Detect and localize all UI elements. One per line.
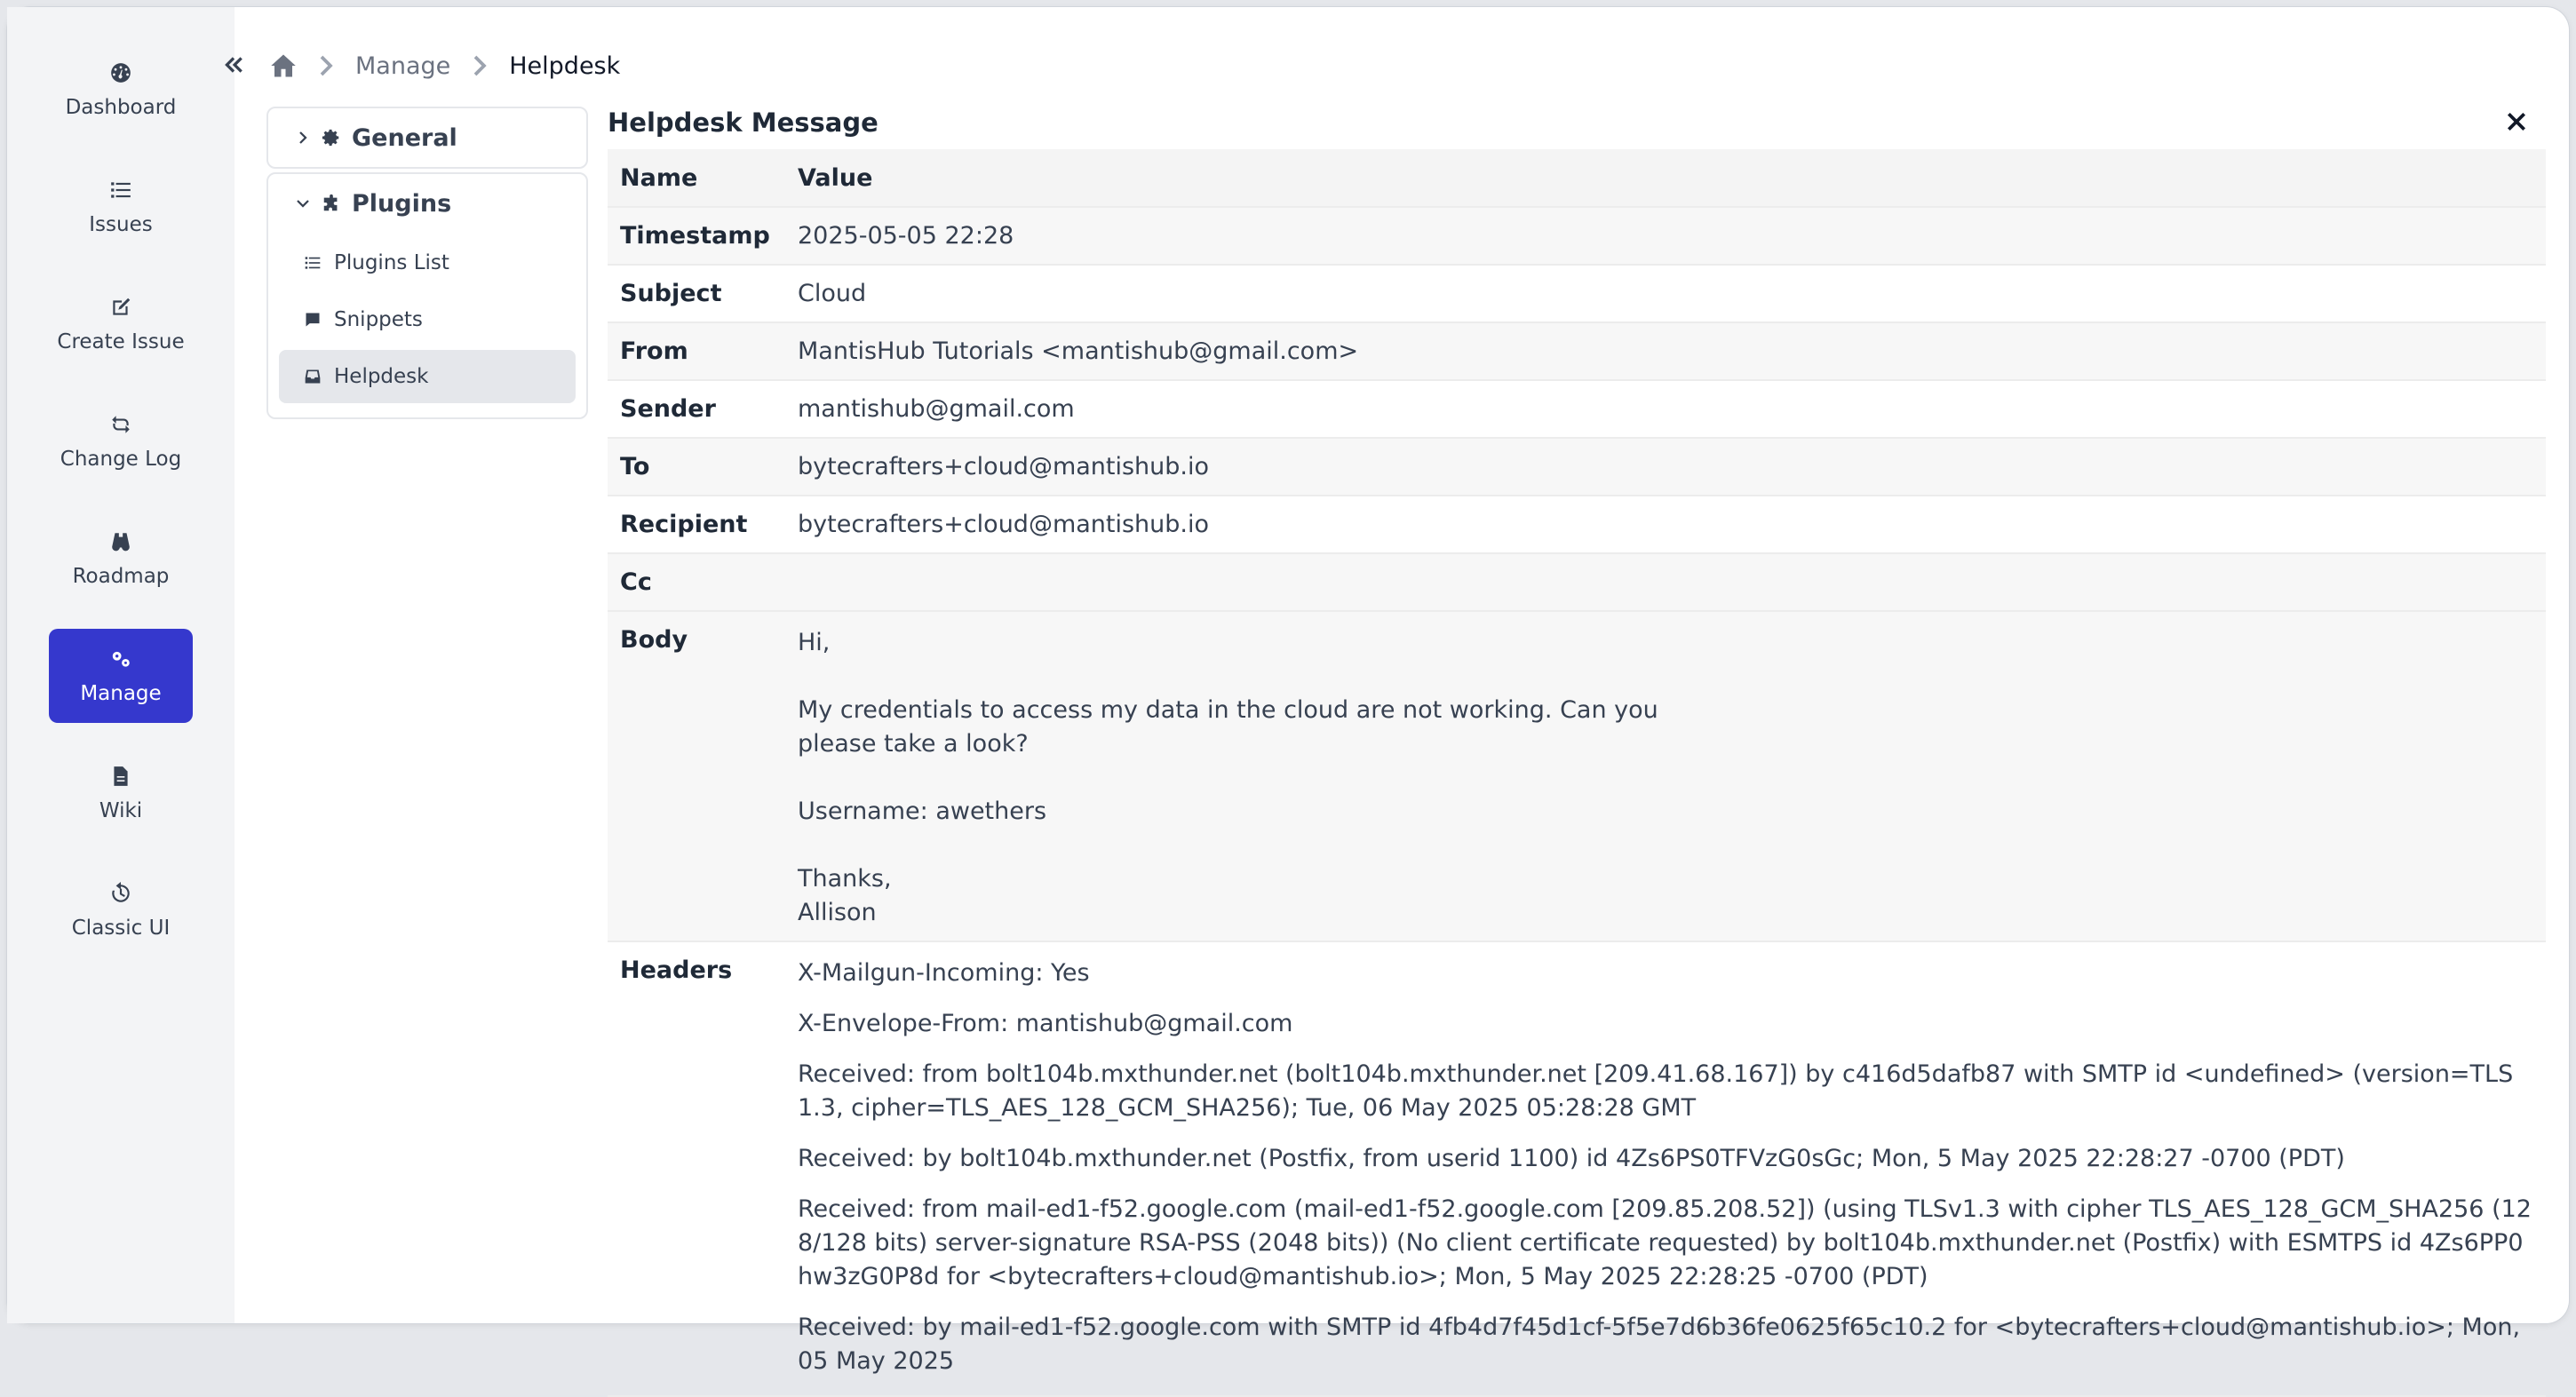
body-line: Allison — [798, 899, 877, 926]
inbox-icon — [304, 368, 322, 385]
chevron-right-icon — [295, 130, 311, 146]
body-line: Thanks, — [798, 865, 892, 893]
change-log-icon — [108, 412, 133, 437]
field-value: mantishub@gmail.com — [785, 380, 2546, 438]
headers-row — [608, 941, 2546, 1396]
double-chevron-left-icon — [222, 53, 245, 76]
left-nav — [7, 7, 235, 1323]
nav-label: Issues — [89, 213, 153, 236]
nav-label: Classic UI — [71, 917, 171, 940]
home-icon[interactable] — [270, 52, 297, 79]
header-line: Received: from bolt104b.mxthunder.net (bolt104b.mxthunder.net [209.41.68.167]) by c416d5dafb87 with SMTP id <undefined> (version=TLS1.3, cipher=TLS_AES_128_GCM_SHA256); Tue, 06 May 2025 05:28:28 GMT — [798, 1060, 2514, 1122]
general-toggle[interactable] — [268, 108, 586, 167]
nav-item-roadmap[interactable] — [49, 512, 193, 606]
collapse-sidebar-button[interactable] — [219, 50, 249, 80]
nav-item-change-log[interactable] — [49, 394, 193, 488]
nav-label: Create Issue — [57, 330, 185, 353]
list-icon — [304, 254, 322, 272]
field-name: To — [608, 438, 785, 496]
nav-item-wiki[interactable] — [49, 746, 193, 840]
nav-item-issues[interactable] — [49, 160, 193, 254]
table-row — [608, 322, 2546, 380]
nav-label: Wiki — [99, 799, 143, 822]
body-row — [608, 611, 2546, 941]
breadcrumb-manage[interactable]: Manage — [355, 52, 451, 80]
field-value: bytecrafters+cloud@mantishub.io — [785, 438, 2546, 496]
field-name: Sender — [608, 380, 785, 438]
gears-icon — [108, 647, 133, 671]
header-line: X-Mailgun-Incoming: Yes — [798, 959, 1090, 987]
body-line — [798, 660, 2533, 694]
field-name: Timestamp — [608, 207, 785, 265]
body-content — [785, 611, 2546, 941]
header-line: Received: by bolt104b.mxthunder.net (Postfix, from userid 1100) id 4Zs6PS0TFVzG0sGc; Mon, 5 May 2025 22:28:27 -0700 (PDT) — [798, 1145, 2345, 1172]
chevron-right-icon — [466, 52, 493, 79]
header-line: Received: from mail-ed1-f52.google.com (mail-ed1-f52.google.com [209.85.208.52]) (using TLSv1.3 with cipher TLS_AES_128_GCM_SHA256 (128/128 bits) server-signature RSA-PSS (2048 bits)) (No client certificate requested) by bolt104b.mxthunder.net (Postfix) with ESMTPS id 4Zs6PP0hw3zG0P8d for <bytecrafters+cloud@mantishub.io>; Mon, 5 May 2025 22:28:25 -0700 (PDT) — [798, 1195, 2532, 1290]
field-name: Recipient — [608, 496, 785, 553]
breadcrumb-helpdesk: Helpdesk — [509, 52, 621, 80]
header-line: Received: by mail-ed1-f52.google.com with SMTP id 4fb4d7f45d1cf-5f5e7d6b36fe0625f65c10.2 for <bytecrafters+cloud@mantishub.io>; Mon, 05 May 2025 — [798, 1314, 2521, 1375]
document-icon — [108, 764, 133, 789]
nav-label: Change Log — [60, 448, 182, 471]
body-line: please take a look? — [798, 730, 1029, 758]
nav-label: Dashboard — [65, 96, 177, 119]
general-label: General — [352, 123, 457, 152]
column-header-value: Value — [785, 149, 2546, 207]
column-header-name: Name — [608, 149, 785, 207]
nav-label: Manage — [80, 682, 162, 705]
field-name: Subject — [608, 265, 785, 322]
chevron-right-icon — [313, 52, 339, 79]
edit-icon — [108, 295, 133, 320]
comment-icon — [304, 311, 322, 329]
body-line — [798, 829, 2533, 862]
field-name: From — [608, 322, 785, 380]
table-row — [608, 496, 2546, 553]
nav-label: Roadmap — [72, 565, 170, 588]
table-row — [608, 265, 2546, 322]
helpdesk-item[interactable] — [279, 350, 576, 403]
table-row — [608, 207, 2546, 265]
history-icon — [108, 881, 133, 906]
dashboard-icon — [108, 60, 133, 85]
message-table — [608, 149, 2546, 1397]
helpdesk-label: Helpdesk — [334, 365, 429, 388]
close-button[interactable] — [2505, 110, 2532, 137]
gear-icon — [322, 128, 341, 147]
page-title: Helpdesk Message — [608, 107, 879, 138]
table-row — [608, 380, 2546, 438]
headers-label: Headers — [608, 941, 785, 1396]
breadcrumb — [270, 48, 620, 83]
plugins-section — [266, 172, 588, 419]
body-line — [798, 761, 2533, 795]
body-line: Username: awethers — [798, 798, 1047, 825]
field-value: MantisHub Tutorials <mantishub@gmail.com> — [785, 322, 2546, 380]
plugins-list-label: Plugins List — [334, 251, 449, 274]
general-section — [266, 107, 588, 169]
table-row — [608, 553, 2546, 611]
snippets-label: Snippets — [334, 308, 423, 331]
nav-item-manage[interactable] — [49, 629, 193, 723]
table-header-row — [608, 149, 2546, 207]
app-window — [7, 7, 2569, 1375]
table-row — [608, 438, 2546, 496]
snippets-item[interactable] — [279, 293, 576, 346]
nav-item-dashboard[interactable] — [49, 43, 193, 137]
field-value: 2025-05-05 22:28 — [785, 207, 2546, 265]
chevron-down-icon — [295, 195, 311, 211]
headers-content — [785, 941, 2546, 1396]
nav-item-classic-ui[interactable] — [49, 863, 193, 957]
plugins-list-item[interactable] — [279, 236, 576, 290]
body-label: Body — [608, 611, 785, 941]
helpdesk-message-panel — [608, 96, 2549, 1397]
header-line: X-Envelope-From: mantishub@gmail.com — [798, 1010, 1293, 1037]
body-line: Hi, — [798, 629, 831, 656]
puzzle-icon — [322, 194, 341, 213]
field-name: Cc — [608, 553, 785, 611]
field-value — [785, 553, 2546, 611]
nav-item-create-issue[interactable] — [49, 277, 193, 371]
field-value: Cloud — [785, 265, 2546, 322]
field-value: bytecrafters+cloud@mantishub.io — [785, 496, 2546, 553]
binoculars-icon — [108, 529, 133, 554]
plugins-label: Plugins — [352, 189, 452, 218]
plugins-toggle[interactable] — [268, 174, 586, 233]
body-line: My credentials to access my data in the cloud are not working. Can you — [798, 696, 1658, 724]
close-icon — [2505, 110, 2528, 133]
list-icon — [108, 178, 133, 202]
